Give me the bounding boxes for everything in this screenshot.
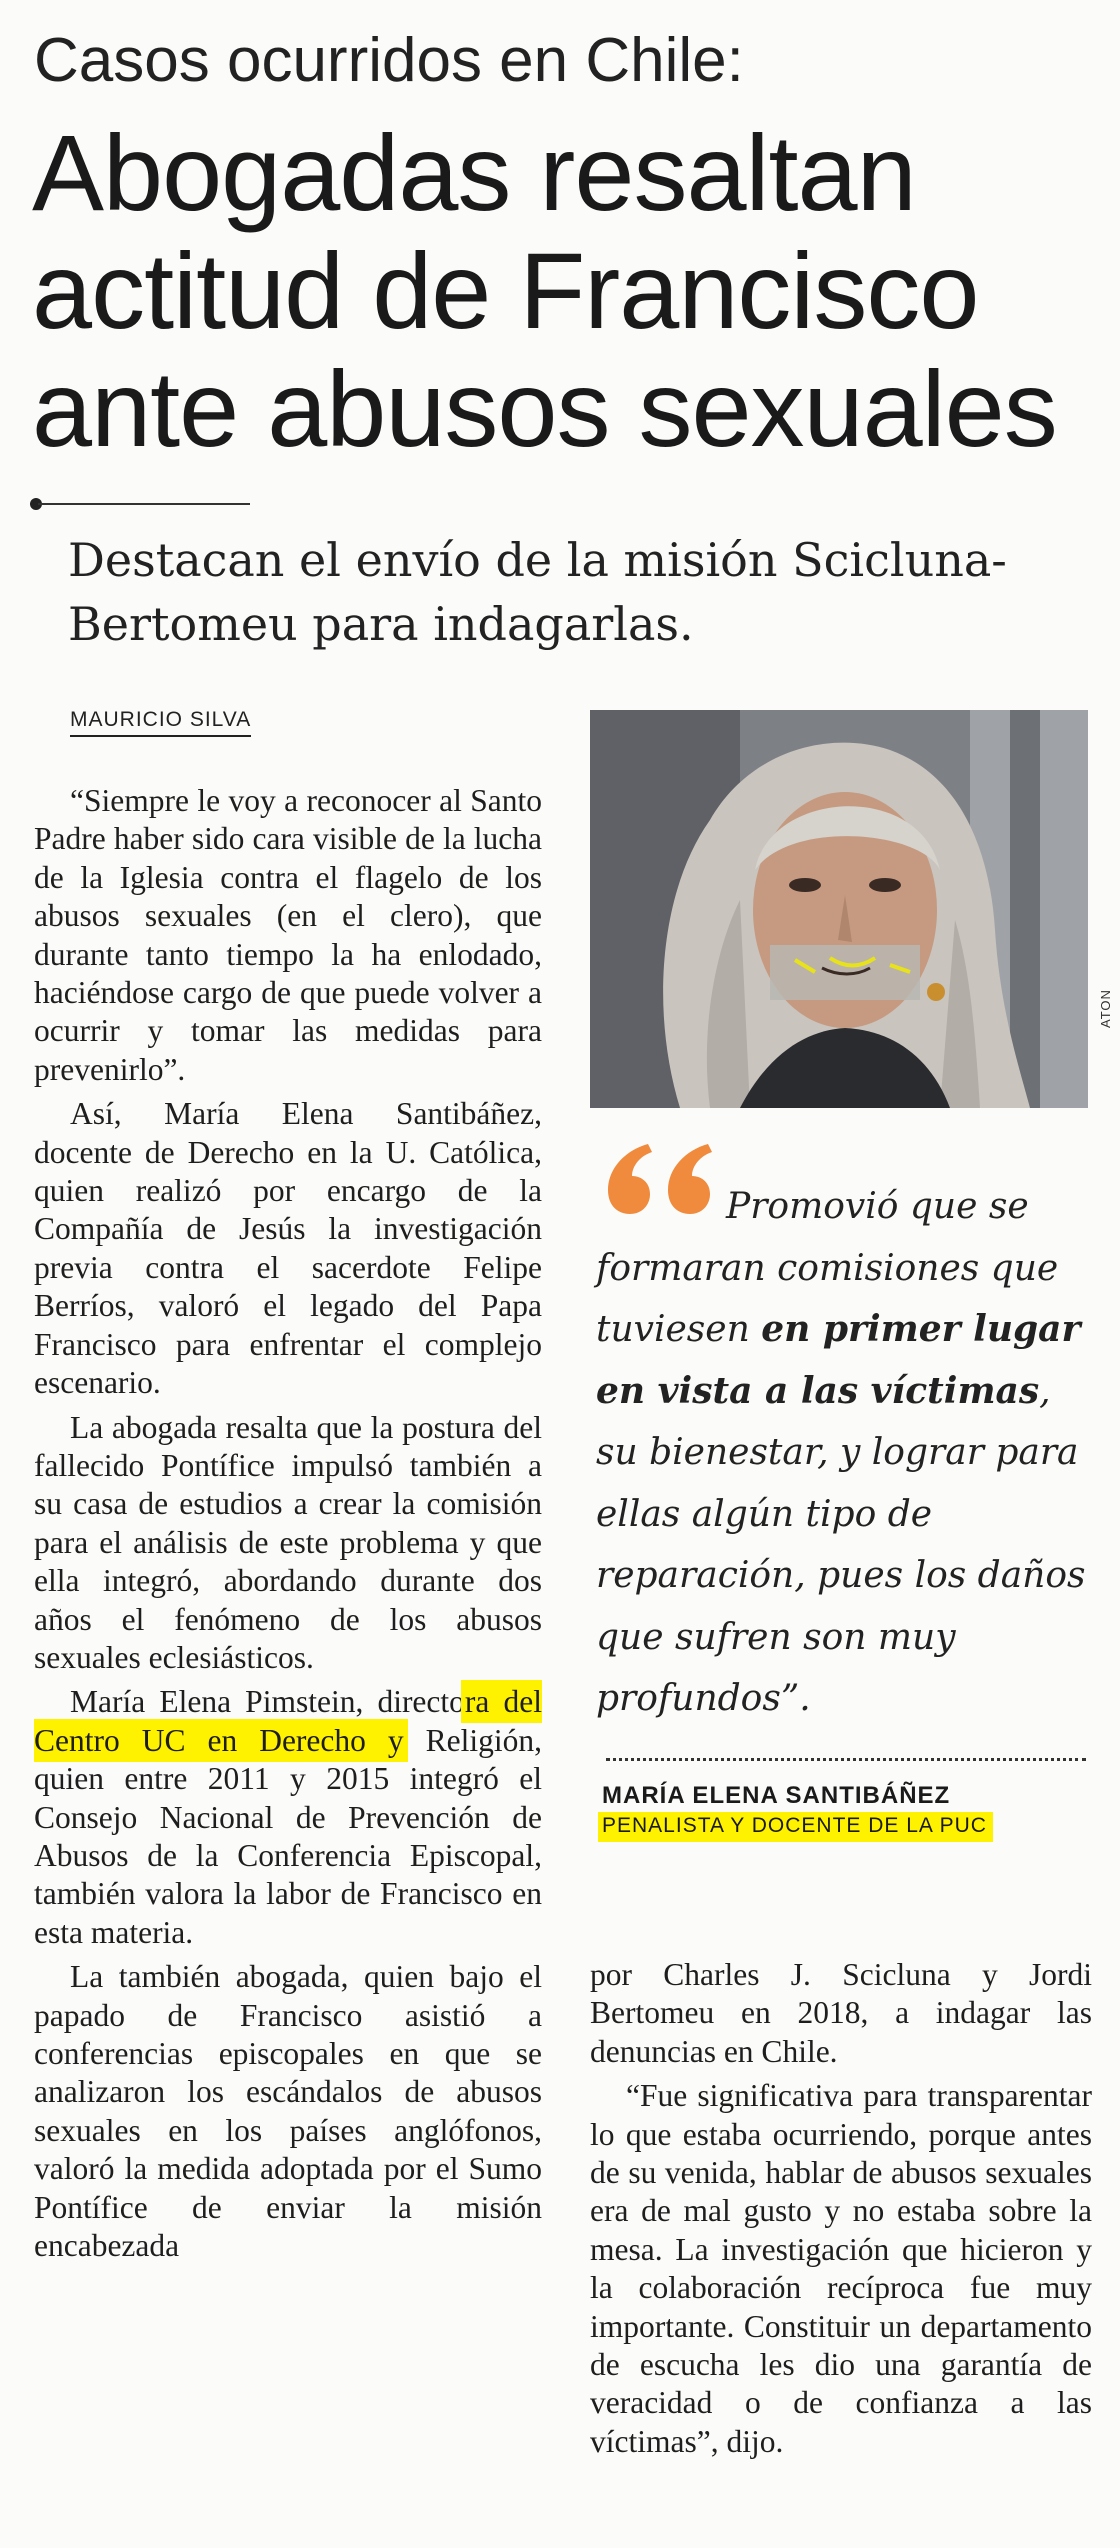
- quote-divider: [606, 1758, 1086, 1761]
- body-paragraph: [34, 1683, 542, 1952]
- body-column-right: [590, 1956, 1092, 2467]
- portrait-photo: [590, 710, 1088, 1108]
- pull-quote-text: Promovió que se formaran comisiones que tuviesen: [596, 1186, 1059, 1350]
- photo-credit: ATON: [1098, 989, 1113, 1028]
- body-paragraph: “Siempre le voy a reconocer al Santo Padre haber sido cara visible de la lucha de la Iglesia contra el flagelo de los abusos sexuales (en el clero), que durante tanto tiempo la ha enlodado, haciéndose cargo de que puede volver a ocurrir y tomar las medidas para prevenirlo”.: [34, 783, 542, 1087]
- article-kicker: Casos ocurridos en Chile:: [34, 26, 744, 95]
- author-byline: MAURICIO SILVA: [70, 708, 251, 737]
- pull-quote: [596, 1176, 1096, 1730]
- pull-quote-text: , su bienestar, y lograr para ellas algún tipo de reparación, pues los daños que sufren son muy profundos”.: [596, 1370, 1086, 1719]
- body-text: Religión, quien entre 2011 y 2015 integró el Consejo Nacional de Prevención de Abusos de la Conferencia Episcopal, también valora la labor de Francisco en esta materia.: [34, 1722, 543, 1950]
- body-column-left: [34, 782, 542, 2271]
- body-paragraph: “Fue significativa para transparentar lo que estaba ocurriendo, porque antes de su venida, hablar de abusos sexuales era de mal gusto y no estaba sobre la mesa. La investigación que hicieron y la colaboración recíproca fue muy importante. Constituir un departamento de escucha les dio una garantía de veracidad o de confianza a las víctimas”, dijo.: [590, 2078, 1092, 2459]
- body-paragraph: Así, María Elena Santibáñez, docente de Derecho en la U. Católica, quien realizó por encargo de la Compañía de Jesús la investigación previa contra el sacerdote Felipe Berríos, valoró el legado del Papa Francisco para enfrentar el complejo escenario.: [34, 1096, 542, 1401]
- article-headline: Abogadas resaltan actitud de Francisco ante abusos sexuales: [32, 112, 1057, 469]
- headline-divider: [30, 498, 250, 510]
- quote-attribution-role: PENALISTA Y DOCENTE DE LA PUC: [598, 1812, 993, 1842]
- quote-attribution-name: MARÍA ELENA SANTIBÁÑEZ: [602, 1782, 951, 1809]
- body-paragraph: La abogada resalta que la postura del fallecido Pontífice impulsó también a su casa de estudios a crear la comisión para el análisis de este problema y que ella integró, abordando durante dos años el fenómeno de los abusos sexuales eclesiásticos.: [34, 1409, 542, 1675]
- body-text: María Elena Pimstein, directo: [70, 1684, 465, 1720]
- body-paragraph: por Charles J. Scicluna y Jordi Bertomeu en 2018, a indagar las denuncias en Chile.: [590, 1957, 1092, 2069]
- body-paragraph: La también abogada, quien bajo el papado de Francisco asistió a conferencias episcopales en que se analizaron los escándalos de abusos sexuales en los países anglófonos, valoró la medida adoptada por el Sumo Pontífice de enviar la misión encabezada: [34, 1959, 542, 2264]
- pull-quote-emphasis: en primer lugar en vista a las víctimas: [596, 1308, 1081, 1412]
- highlighted-text: ra del Centro UC en Derecho y: [34, 1684, 542, 1758]
- article-subhead: Destacan el envío de la misión Scicluna-Bertomeu para indagarlas.: [68, 533, 1007, 651]
